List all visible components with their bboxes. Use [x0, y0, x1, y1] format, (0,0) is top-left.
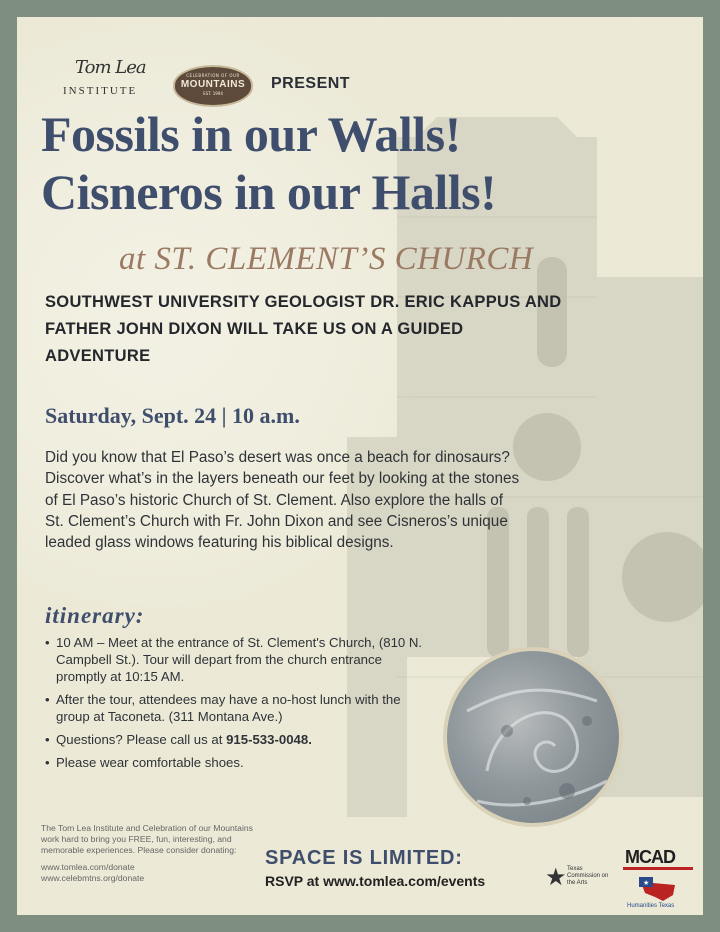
event-title	[41, 105, 701, 221]
title-line-1: Fossils in our Walls!	[41, 106, 461, 162]
logo-small-text: CELEBRATION OF OUR	[186, 73, 240, 78]
tom-lea-institute-logo	[59, 57, 169, 107]
space-limited-heading: SPACE IS LIMITED:	[265, 847, 463, 869]
fossil-photo	[443, 647, 623, 827]
humanities-texas-text: Humanities Texas	[627, 903, 675, 909]
phone-number[interactable]: 915-533-0048.	[226, 732, 312, 747]
texas-commission-arts-logo	[545, 863, 615, 903]
donation-text: The Tom Lea Institute and Celebration of our Mountains work hard to bring you FREE, fun, interesting, and memorable experiences. Please consider donating:	[41, 823, 253, 856]
itinerary-heading: itinerary:	[45, 603, 145, 628]
itinerary-item: • After the tour, attendees may have a no-host lunch with the group at Taconeta. (311 Montana Ave.)	[45, 691, 425, 725]
logo-big-text: MOUNTAINS	[180, 79, 246, 90]
fossil-texture	[447, 651, 623, 827]
mcad-underline	[623, 867, 693, 870]
texas-map-flag-icon	[635, 873, 679, 903]
mcad-logo: MCAD	[625, 847, 675, 867]
event-description: Did you know that El Paso’s desert was once a beach for dinosaurs? Discover what’s in the layers beneath our feet by looking at the stones of El Paso’s historic Church of St. Clement. Also explore the halls of St. Clement’s Church with Fr. John Dixon and see Cisneros’s unique leaded glass windows featuring his biblical designs.	[45, 449, 520, 552]
event-venue: at ST. CLEMENT’S CHURCH	[119, 241, 534, 277]
tca-text: Texas Commission on the Arts	[567, 866, 609, 886]
donation-links	[41, 862, 271, 884]
itinerary-item: • 10 AM – Meet at the entrance of St. Clement's Church, (810 N. Campbell St.). Tour will depart from the church entrance promptly at 10:15 AM.	[45, 634, 425, 685]
logo-est-text: EST. 1994	[203, 91, 223, 96]
donation-note	[41, 823, 271, 884]
itinerary-item: • Please wear comfortable shoes.	[45, 754, 425, 771]
celebration-of-mountains-logo	[173, 65, 253, 107]
present-label: PRESENT	[271, 75, 351, 92]
flyer-page	[17, 17, 703, 915]
donate-link-celebmtns[interactable]: www.celebmtns.org/donate	[41, 872, 145, 883]
donate-link-tomlea[interactable]: www.tomlea.com/donate	[41, 861, 135, 872]
title-line-2: Cisneros in our Halls!	[41, 164, 497, 220]
svg-text:★: ★	[643, 879, 650, 887]
itinerary-item	[45, 731, 425, 748]
tom-lea-signature: Tom Lea	[75, 57, 146, 78]
event-date: Saturday, Sept. 24 | 10 a.m.	[45, 403, 300, 428]
rsvp-link[interactable]: RSVP at www.tomlea.com/events	[265, 873, 486, 889]
lead-text: SOUTHWEST UNIVERSITY GEOLOGIST DR. ERIC KAPPUS AND FATHER JOHN DIXON WILL TAKE US ON A GUIDED ADVENTURE	[45, 293, 562, 365]
star-icon: ★	[545, 863, 567, 891]
itinerary-list	[45, 634, 425, 777]
questions-text: Questions? Please call us at	[56, 732, 227, 747]
institute-word: INSTITUTE	[63, 85, 138, 97]
